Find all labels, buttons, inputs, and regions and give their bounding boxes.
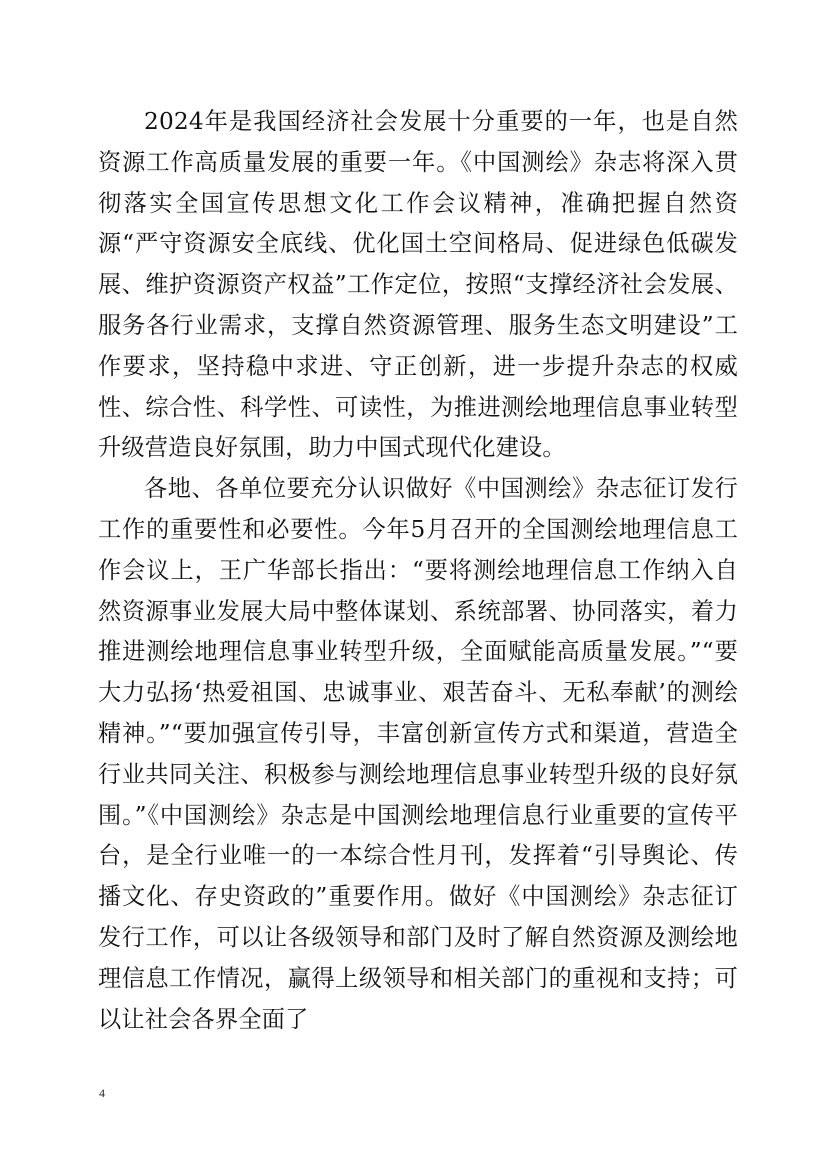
page-number: 4: [99, 1086, 105, 1100]
paragraph-1: 2024年是我国经济社会发展十分重要的一年，也是自然资源工作高质量发展的重要一年。《中国测绘》杂志将深入贯彻落实全国宣传思想文化工作会议精神，准确把握自然资源“严守资源安全底线、优化国土空间格局、促进绿色低碳发展、维护资源资产权益”工作定位，按照“支撑经济社会发展、服务各行业需求，支撑自然资源管理、服务生态文明建设”工作要求，坚持稳中求进、守正创新，进一步提升杂志的权威性、综合性、科学性、可读性，为推进测绘地理信息事业转型升级营造良好氛围，助力中国式现代化建设。: [98, 108, 738, 462]
body-text: [98, 102, 738, 1040]
paragraph-2: 各地、各单位要充分认识做好《中国测绘》杂志征订发行工作的重要性和必要性。今年5月召开的全国测绘地理信息工作会议上，王广华部长指出：“要将测绘地理信息工作纳入自然资源事业发展大局中整体谋划、系统部署、协同落实，着力推进测绘地理信息事业转型升级，全面赋能高质量发展。”“要大力弘扬‘热爱祖国、忠诚事业、艰苦奋斗、无私奉献’的测绘精神。”“要加强宣传引导，丰富创新宣传方式和渠道，营造全行业共同关注、积极参与测绘地理信息事业转型升级的良好氛围。”《中国测绘》杂志是中国测绘地理信息行业重要的宣传平台，是全行业唯一的一本综合性月刊，发挥着“引导舆论、传播文化、存史资政的”重要作用。做好《中国测绘》杂志征订发行工作，可以让各级领导和部门及时了解自然资源及测绘地理信息工作情况，赢得上级领导和相关部门的重视和支持；可以让社会各界全面了: [98, 475, 738, 1033]
